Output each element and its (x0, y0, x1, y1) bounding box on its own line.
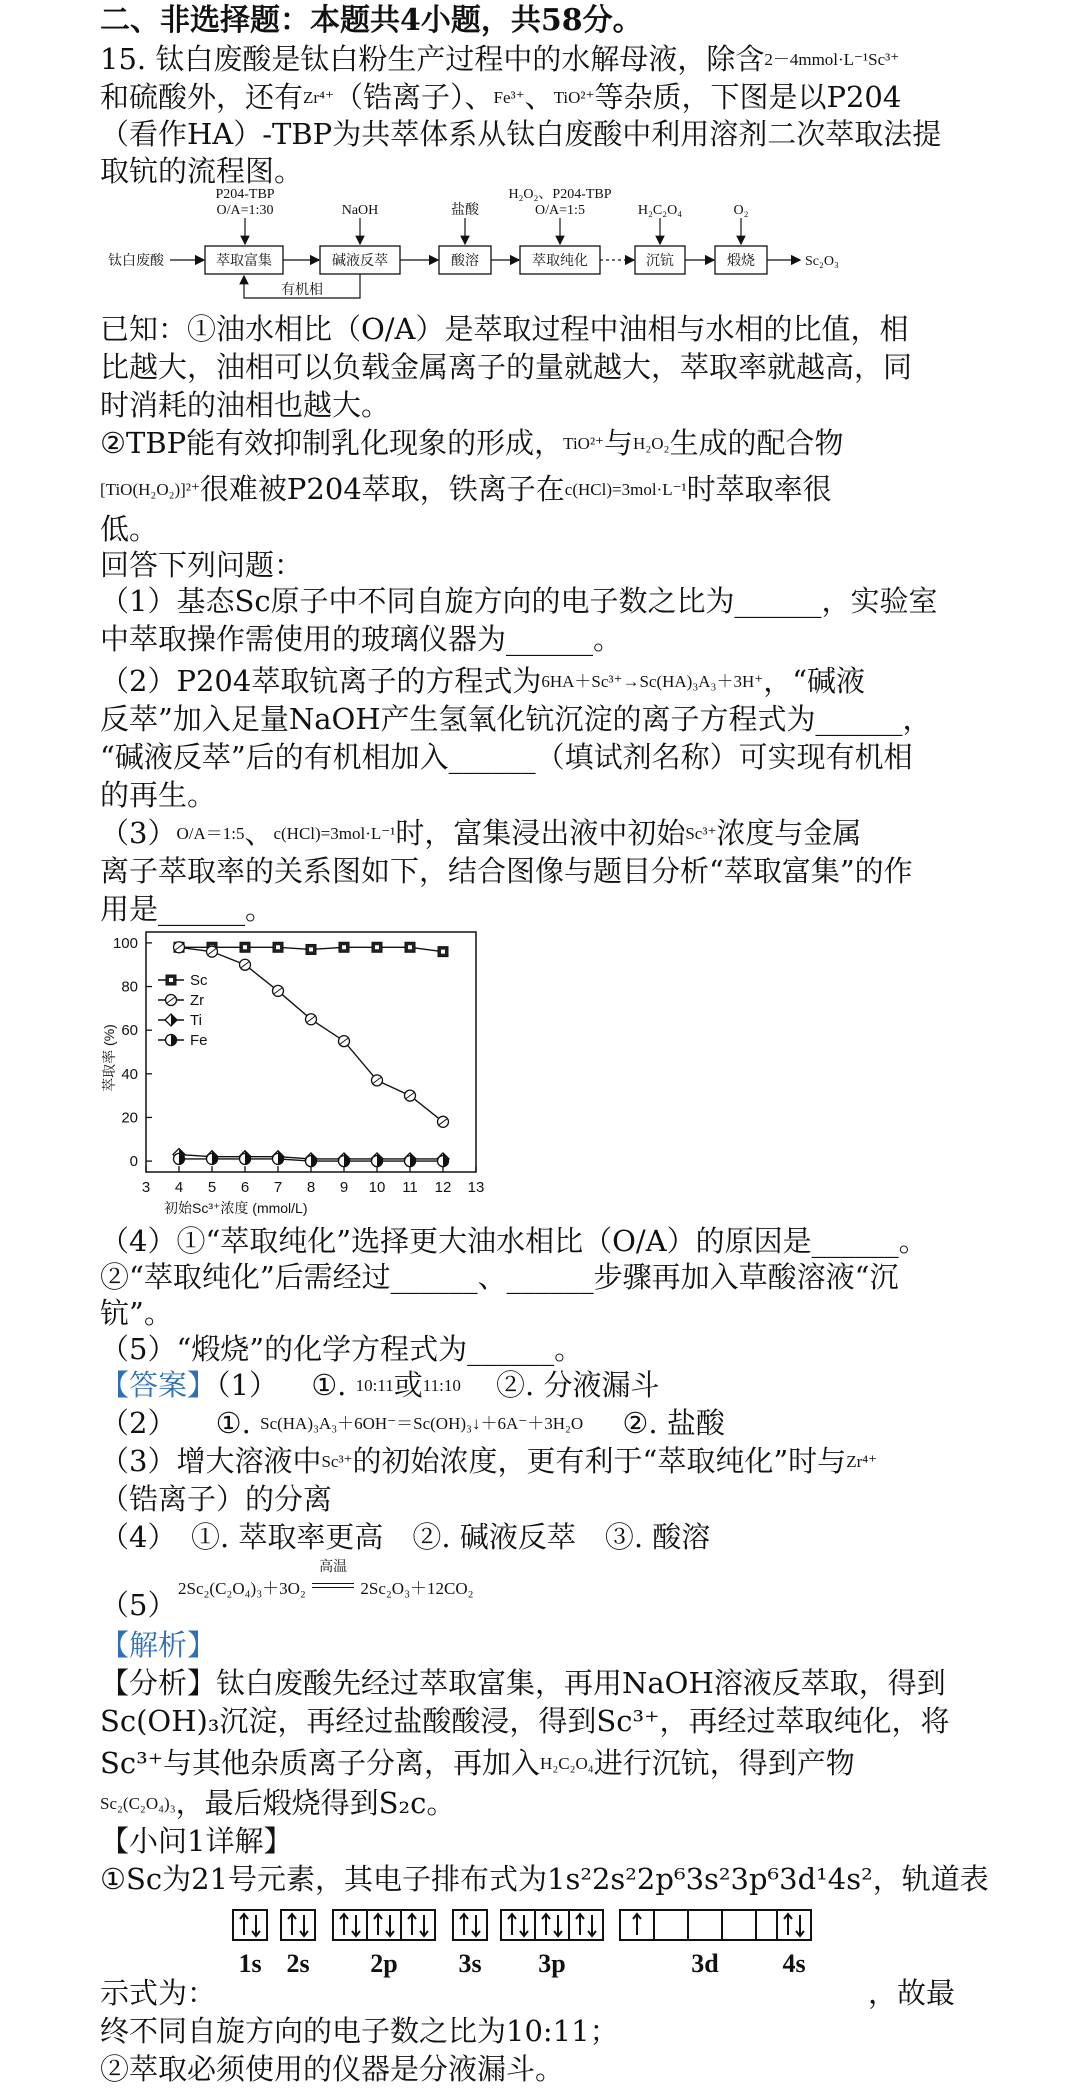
svg-text:碱液反萃: 碱液反萃 (332, 254, 388, 269)
subq1-line4: ②萃取必须使用的仪器是分液漏斗。 (100, 2052, 565, 2086)
flow-end: Sc₂O₃ (805, 254, 839, 269)
subq1-line3: 终不同自旋方向的电子数之比为10:11； (100, 2014, 619, 2048)
x-tick-label-13: 13 (467, 1179, 485, 1196)
y-tick-label-100: 100 (112, 934, 138, 952)
analysis-p4: Sc₂(C₂O₄)₃，最后煅烧得到S₂c。 (100, 1786, 456, 1820)
svg-text:3s: 3s (458, 1949, 482, 1978)
q2-line-c: “碱液反萃”后的有机相加入______（填试剂名称）可实现有机相 (100, 740, 913, 774)
legend-label-ti: Ti (190, 1012, 202, 1029)
x-tick-label-12: 12 (434, 1179, 452, 1196)
q4-line-b: ②“萃取纯化”后需经过______、______步骤再加入草酸溶液“沉 (100, 1260, 899, 1294)
calcination-equation: 2Sc₂(C₂O₄)₃＋3O₂ 高温 2Sc₂O₃＋12CO₂ (178, 1560, 474, 1598)
y-tick-label-40: 40 (121, 1065, 138, 1083)
x-axis-label: 初始Sc³⁺浓度 (mmol/L) (164, 1200, 308, 1216)
flow-start: 钛白废酸 (108, 254, 164, 269)
known-line2: 比越大，油相可以负载金属离子的量就越大，萃取率就越高，同 (100, 350, 913, 384)
svg-text:O₂: O₂ (733, 203, 749, 218)
q15-line1: 15. 钛白废酸是钛白粉生产过程中的水解母液，除含2－4mmol·L⁻¹Sc³⁺ (100, 42, 900, 76)
y-axis-label: 萃取率 (%) (101, 1024, 117, 1092)
svg-text:酸溶: 酸溶 (451, 254, 479, 269)
svg-text:1s: 1s (238, 1949, 262, 1978)
q5-line: （5）“煅烧”的化学方程式为______。 (100, 1332, 584, 1366)
known-line5: [TiO(H₂O₂)]²⁺很难被P204萃取，铁离子在c(HCl)=3mol·L⁻¹时萃取率很 (100, 472, 832, 506)
svg-text:3p: 3p (538, 1949, 566, 1978)
q2-line-d: 的再生。 (100, 778, 217, 812)
known-line3: 时消耗的油相也越大。 (100, 388, 391, 422)
answer-line3b: （锆离子）的分离 (100, 1482, 333, 1516)
svg-text:煅烧: 煅烧 (727, 254, 755, 269)
y-tick-label-60: 60 (121, 1022, 138, 1040)
x-tick-label-8: 8 (306, 1179, 316, 1196)
subq1-heading: 【小问1详解】 (100, 1824, 293, 1858)
svg-text:H₂C₂O₄: H₂C₂O₄ (637, 203, 683, 218)
svg-text:O/A=1:5: O/A=1:5 (535, 203, 585, 218)
svg-text:2s: 2s (286, 1949, 310, 1978)
known-line6: 低。 (100, 512, 159, 546)
answer-line4: （4） ①. 萃取率更高 ②. 碱液反萃 ③. 酸溶 (100, 1520, 711, 1554)
q3-line-b: 离子萃取率的关系图如下，结合图像与题目分析“萃取富集”的作 (100, 854, 913, 888)
series-line-zr (179, 947, 443, 1122)
svg-text:P204-TBP: P204-TBP (215, 188, 275, 202)
legend-label-sc: Sc (190, 972, 208, 989)
q15-line3: （看作HA）-TBP为共萃体系从钛白废酸中利用溶剂二次萃取法提 (100, 117, 942, 151)
svg-text:2p: 2p (370, 1949, 398, 1978)
y-tick-label-0: 0 (129, 1153, 138, 1171)
sc-concentration-formula: 2－4mmol·L⁻¹Sc³⁺ (764, 50, 900, 69)
q3-line-a: （3）O/A＝1:5、c(HCl)=3mol·L⁻¹时，富集浸出液中初始Sc³⁺浓度与金属 (100, 816, 862, 850)
q2-line-a: （2）P204萃取钪离子的方程式为6HA＋Sc³⁺→Sc(HA)₃A₃＋3H⁺，“碱液 (100, 664, 866, 698)
subq1-line2-end: ，故最 (868, 1976, 956, 2010)
legend-label-zr: Zr (190, 992, 205, 1009)
known-line4: ②TBP能有效抑制乳化现象的形成，TiO²⁺与H₂O₂生成的配合物 (100, 426, 844, 460)
svg-text:萃取纯化: 萃取纯化 (532, 254, 588, 269)
answer-label: 【答案】 (100, 1368, 217, 1402)
x-tick-label-3: 3 (141, 1179, 151, 1196)
svg-text:3d: 3d (691, 1949, 719, 1978)
svg-text:O/A=1:30: O/A=1:30 (216, 203, 274, 218)
svg-text:盐酸: 盐酸 (451, 203, 479, 218)
x-tick-label-10: 10 (368, 1179, 386, 1196)
q3-line-c: 用是______。 (100, 892, 275, 926)
flow-chart (100, 188, 900, 308)
answer-line5: （5） (100, 1588, 177, 1622)
q4-line-c: 钪”。 (100, 1296, 173, 1330)
extraction-rate-chart (100, 928, 500, 1220)
q1-line-b: 中萃取操作需使用的玻璃仪器为______。 (100, 622, 623, 656)
known-line7: 回答下列问题： (100, 548, 304, 582)
svg-text:萃取富集: 萃取富集 (216, 254, 272, 269)
svg-text:H₂O₂、P204-TBP: H₂O₂、P204-TBP (508, 188, 612, 202)
answer-line2: （2） ①. Sc(HA)₃A₃＋6OH⁻＝Sc(OH)₃↓＋6A⁻＋3H₂O ②. 盐酸 (100, 1406, 725, 1440)
section-title: 二、非选择题：本题共4小题，共58分。 (100, 3, 643, 38)
series-zr (174, 942, 449, 1128)
q15-line4: 取钪的流程图。 (100, 154, 304, 188)
svg-text:沉钪: 沉钪 (646, 254, 674, 269)
subq1-line2: 示式为： (100, 1976, 217, 2010)
q15-line2: 和硫酸外，还有Zr⁴⁺（锆离子）、Fe³⁺、TiO²⁺等杂质，下图是以P204 (100, 80, 902, 114)
analysis-label: 【解析】 (100, 1628, 217, 1662)
analysis-p2: Sc(OH)₃沉淀，再经过盐酸酸浸，得到Sc³⁺，再经过萃取纯化，将 (100, 1704, 950, 1738)
x-tick-label-5: 5 (207, 1179, 217, 1196)
answer-line1: 【答案】（1） ①. 10:11或11:10 ②. 分液漏斗 (100, 1368, 660, 1402)
q4-line-a: （4）①“萃取纯化”选择更大油水相比（O/A）的原因是______。 (100, 1224, 928, 1258)
answer-line3: （3）增大溶液中Sc³⁺的初始浓度，更有利于“萃取纯化”时与Zr⁴⁺ (100, 1444, 878, 1478)
x-tick-label-6: 6 (240, 1179, 250, 1196)
analysis-p1: 【分析】钛白废酸先经过萃取富集，再用NaOH溶液反萃取，得到 (100, 1666, 946, 1700)
flow-recycle-label: 有机相 (281, 283, 323, 298)
legend-label-fe: Fe (190, 1032, 208, 1049)
q1-line-a: （1）基态Sc原子中不同自旋方向的电子数之比为______，实验室 (100, 584, 938, 618)
y-tick-label-80: 80 (121, 978, 138, 996)
analysis-p3: Sc³⁺与其他杂质离子分离，再加入H₂C₂O₄进行沉钪，得到产物 (100, 1746, 855, 1780)
svg-text:4s: 4s (782, 1949, 806, 1978)
q2-line-b: 反萃”加入足量NaOH产生氢氧化钪沉淀的离子方程式为______， (100, 702, 932, 736)
x-tick-label-7: 7 (273, 1179, 283, 1196)
x-tick-label-4: 4 (174, 1179, 184, 1196)
svg-text:NaOH: NaOH (341, 203, 379, 218)
y-tick-label-20: 20 (121, 1109, 138, 1127)
plot-frame (146, 932, 476, 1172)
x-tick-label-9: 9 (339, 1179, 349, 1196)
x-tick-label-11: 11 (402, 1179, 418, 1196)
known-line1: 已知：①油水相比（O/A）是萃取过程中油相与水相的比值，相 (100, 312, 909, 346)
orbital-diagram (225, 1906, 825, 1980)
subq1-line1: ①Sc为21号元素，其电子排布式为1s²2s²2p⁶3s²3p⁶3d¹4s²，轨道表 (100, 1862, 989, 1896)
